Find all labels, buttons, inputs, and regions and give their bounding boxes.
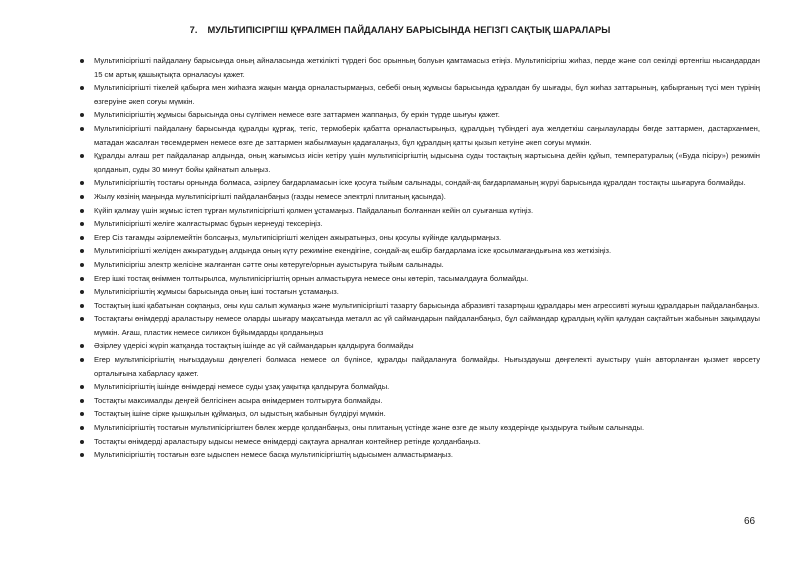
bullet-icon	[80, 222, 84, 226]
list-item-text: Мультипісіргіштің ішінде өнімдерді немесе суды ұзақ уақытқа қалдыруға болмайды.	[94, 382, 390, 392]
list-item	[80, 285, 760, 299]
list-item-text: Күйіп қалмау үшін жұмыс істеп тұрған мультипісіргішті қолмен ұстамаңыз. Пайдаланып болғаннан кейін ол суығанша күтіңіз.	[94, 205, 534, 215]
list-item-text: Мультипісіргіш электр желісіне жалғанған сәтте оны көтеруге/орнын ауыстыруға тыйым салынады.	[94, 259, 444, 269]
list-item	[80, 299, 760, 313]
list-item-text: Әзірлеу үдерісі жүріп жатқанда тостақтың ішінде ас үй саймандарын қалдыруға болмайды	[94, 341, 414, 351]
list-item	[80, 176, 760, 190]
list-item-text: Тостақтың ішкі қабатынан соқпаңыз, оны күш салып жумаңыз және мультипісіргішті тазарту барысында абразивті тазартқыш құралдары мен агрессивті жуғыш құралдарын пайдаланбаңыз.	[94, 300, 760, 310]
list-item	[80, 54, 760, 81]
bullet-icon	[80, 209, 84, 213]
list-item-text: Мультипісіргіштің тостағын өзге ыдыспен немесе басқа мультипісіргіштің ыдысымен алмастырмаңыз.	[94, 450, 453, 460]
bullet-icon	[80, 399, 84, 403]
list-item-text: Мультипісіргіштің тостағын мультипісіргіштен бөлек жерде қолданбаңыз, оны плитаның үстінде және өзге де жылу көздерінде қыздыруға тыйым салынады.	[94, 423, 645, 433]
list-item	[80, 231, 760, 245]
list-item	[80, 380, 760, 394]
bullet-icon	[80, 86, 84, 90]
list-item-text: Құралды алғаш рет пайдаланар алдында, оның жағымсыз иісін кетіру үшін мультипісіргіштің ыдысына суды тостақтың жартысына дейін құйып, температуралық («Буда пісіру») режимін қолданып, суды 30 минут бойы қайнатып алыңыз.	[94, 151, 760, 174]
list-item	[80, 217, 760, 231]
bullet-icon	[80, 59, 84, 63]
list-item	[80, 272, 760, 286]
bullet-icon	[80, 453, 84, 457]
list-item	[80, 407, 760, 421]
list-item-text: Мультипісіргішті пайдалану барысында құралды құрғақ, тегіс, термоберік қабатта орналастырыңыз, құралдың түбіндегі ауа желдеткіш саңылауларды бөгде заттармен, дастарханмен, матадан жасалған төсемдермен немесе өзге де заттармен жабылмауын қадағалаңыз, бұл құралдың қатты қызып кетуіне әкеп соғуы мүмкін.	[94, 123, 760, 147]
list-item-text: Жылу көзінің маңында мультипісіргішті пайдаланбаңыз (газды немесе электрлі плитаның қасында).	[94, 191, 446, 201]
bullet-icon	[80, 304, 84, 308]
list-item-text: Егер ішкі тостақ өніммен толтырылса, мультипісіргіштің орнын алмастыруға немесе оны көтеріп, тасымалдауға болмайды.	[94, 273, 529, 283]
bullet-icon	[80, 426, 84, 430]
list-item	[80, 108, 760, 122]
list-item	[80, 258, 760, 272]
bullet-icon	[80, 358, 84, 362]
list-item-text: Егер мультипісіргіштің нығыздауыш дөңгелегі болмаса немесе ол бүлінсе, құралды пайдалануға болмайды. Нығыздауыш дөңгелекті ауыстыру үшін авторланған қызмет көрсету орталығына хабарласу қажет.	[94, 355, 760, 378]
bullet-icon	[80, 277, 84, 281]
list-item	[80, 122, 760, 149]
list-item-text: Тостақты максималды деңгей белгісінен асыра өнімдермен толтыруға болмайды.	[94, 395, 383, 405]
list-item-text: Егер Сіз тағамды әзірлемейтін болсаңыз, мультипісіргішті желіден ажыратыңыз, оны қосулы күйінде қалдырмаңыз.	[94, 232, 502, 242]
list-item	[80, 190, 760, 204]
list-item-text: Тостақтың ішіне сірке қышқылын құймаңыз, ол ыдыстың жабынын бүлдіруі мүмкін.	[94, 409, 386, 419]
list-item-text: Мультипісіргішті желіден ажыратудың алдында оның күту режиміне екендігіне, сондай-ақ ешбір бағдарлама іске қосылмағандығына көз жеткізіңіз.	[94, 246, 612, 256]
bullet-icon	[80, 195, 84, 199]
bullet-icon	[80, 385, 84, 389]
bullet-icon	[80, 249, 84, 253]
list-item-text: Мультипісіргішті желіге жалғастырмас бұрын кернеуді тексеріңіз.	[94, 219, 323, 229]
list-item	[80, 81, 760, 108]
page-number: 66	[744, 516, 756, 527]
list-item	[80, 339, 760, 353]
safety-rules-list	[80, 54, 760, 462]
list-item	[80, 244, 760, 258]
list-item-text: Мультипісіргіштің тостағы орнында болмаса, әзірлеу бағдарламасын іске қосуға тыйым салынады, сондай-ақ бағдарламаның жүруі барысында құралдан тостақты шығаруға болмайды.	[94, 178, 746, 188]
section-heading	[0, 25, 800, 35]
list-item-text: Мультипісіргіштің жұмысы барысында оның ішкі тостағын ұстамаңыз.	[94, 287, 339, 297]
bullet-icon	[80, 113, 84, 117]
bullet-icon	[80, 236, 84, 240]
bullet-icon	[80, 412, 84, 416]
list-item-text: Тостақты өнімдерді араластыру ыдысы немесе өнімдерді сақтауға арналған контейнер ретінде қолданбаңыз.	[94, 436, 481, 446]
bullet-icon	[80, 263, 84, 267]
bullet-icon	[80, 290, 84, 294]
bullet-icon	[80, 181, 84, 185]
bullet-icon	[80, 154, 84, 158]
list-item	[80, 448, 760, 462]
list-item-text: Мультипісіргішті тікелей қабырға мен жиһазға жақын маңда орналастырмаңыз, себебі оның жұмысы барысында құралдан бу шығады, бұл жиһаз заттарының, қабырғаның түсі мен түрінің өзгеруіне әкеп соғуы мүмкін.	[94, 83, 760, 106]
bullet-icon	[80, 344, 84, 348]
list-item	[80, 312, 760, 339]
bullet-icon	[80, 127, 84, 131]
list-item	[80, 394, 760, 408]
list-item	[80, 204, 760, 218]
list-item	[80, 353, 760, 380]
list-item-text: Мультипісіргіштің жұмысы барысында оны сүлгімен немесе өзге заттармен жаппаңыз, бу еркін түрде шығуы қажет.	[94, 110, 500, 120]
list-item-text: Тостақтағы өнімдерді араластыру немесе оларды шығару мақсатында металл ас үй саймандарын пайдаланбаңыз, бұл саймандар құралдың күйіп қалудан сақтайтын жабынын зақымдауы мүмкін. Ағаш, пластик немесе силикон бұйымдарды қолданыңыз	[94, 314, 760, 337]
list-item	[80, 149, 760, 176]
bullet-icon	[80, 317, 84, 321]
list-item	[80, 435, 760, 449]
bullet-icon	[80, 440, 84, 444]
list-item	[80, 421, 760, 435]
section-title: МУЛЬТИПІСІРГІШ ҚҰРАЛМЕН ПАЙДАЛАНУ БАРЫСЫНДА НЕГІЗГІ САҚТЫҚ ШАРАЛАРЫ	[207, 25, 611, 35]
section-number: 7.	[189, 25, 198, 35]
list-item-text: Мультипісіргішті пайдалану барысында оның айналасында жеткілікті түрдегі бос орынның болуын қамтамасыз етіңіз. Мультипісіргіш жиһаз, перде және сол секілді өртенгіш нысандардан 15 см артық қашықтықта орналасуы қажет.	[94, 56, 760, 79]
